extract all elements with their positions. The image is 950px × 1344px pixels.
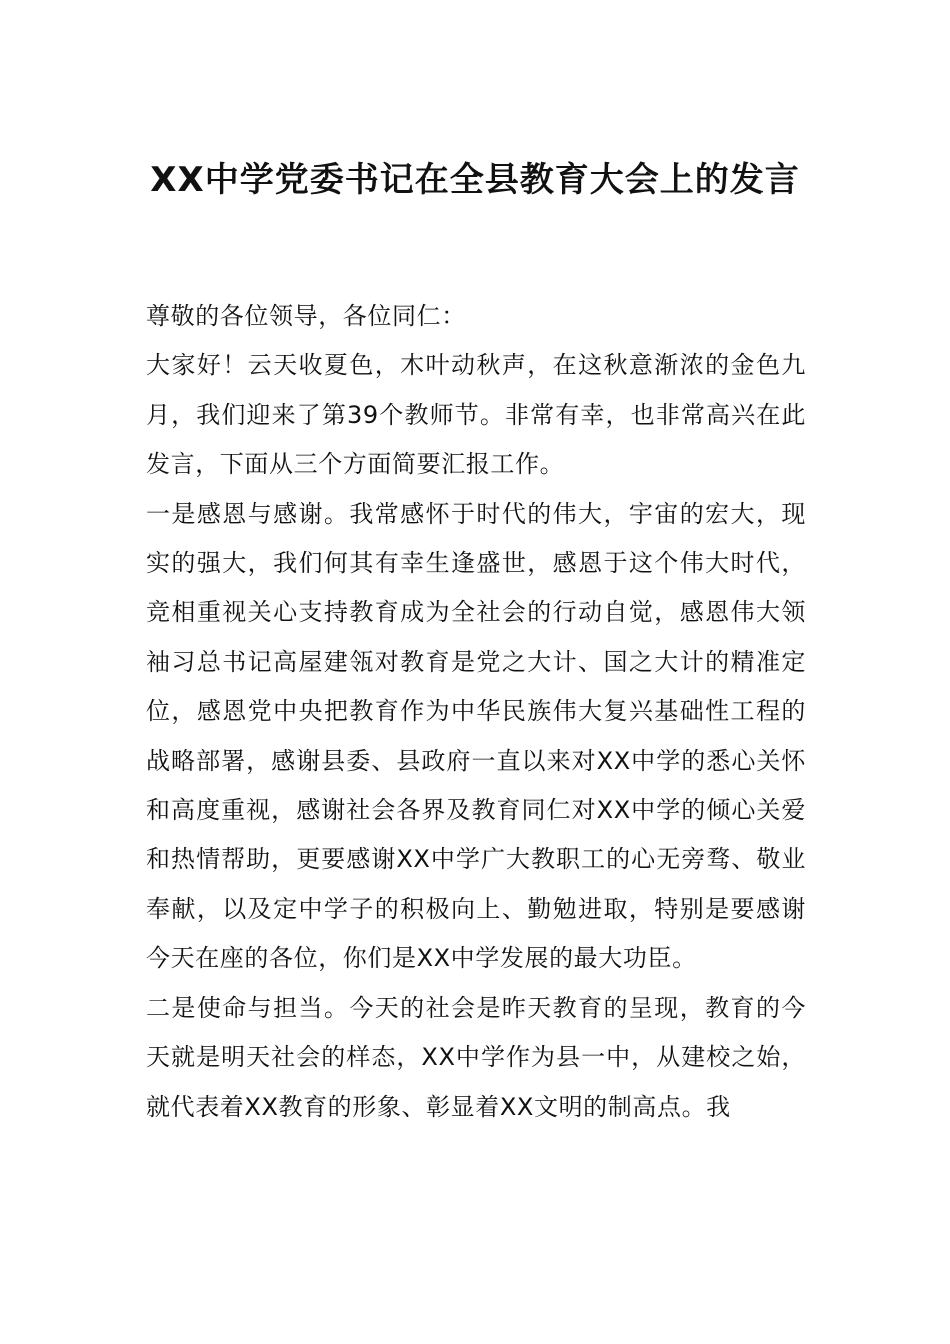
greeting-paragraph: 大家好！云天收夏色，木叶动秋声，在这秋意渐浓的金色九月，我们迎来了第39个教师节。非常有幸，也非常高兴在此发言，下面从三个方面简要汇报工作。 (146, 351, 806, 479)
salutation-paragraph: 尊敬的各位领导，各位同仁： (146, 302, 466, 330)
mission-paragraph: 二是使命与担当。今天的社会是昨天教育的呈现，教育的今天就是明天社会的样态，XX中学作为县一中，从建校之始，就代表着XX教育的形象、彰显着XX文明的制高点。我 (146, 993, 806, 1121)
document-body (146, 292, 806, 1132)
gratitude-paragraph: 一是感恩与感谢。我常感怀于时代的伟大，宇宙的宏大，现实的强大，我们何其有幸生逢盛世，感恩于这个伟大时代，竞相重视关心支持教育成为全社会的行动自觉，感恩伟大领袖习总书记高屋建瓴对教育是党之大计、国之大计的精准定位，感恩党中央把教育作为中华民族伟大复兴基础性工程的战略部署，感谢县委、县政府一直以来对XX中学的悉心关怀和高度重视，感谢社会各界及教育同仁对XX中学的倾心关爱和热情帮助，更要感谢XX中学广大教职工的心无旁骛、敬业奉献，以及定中学子的积极向上、勤勉进取，特别是要感谢今天在座的各位，你们是XX中学发展的最大功臣。 (146, 499, 806, 973)
document-title: XX中学党委书记在全县教育大会上的发言 (150, 160, 800, 200)
